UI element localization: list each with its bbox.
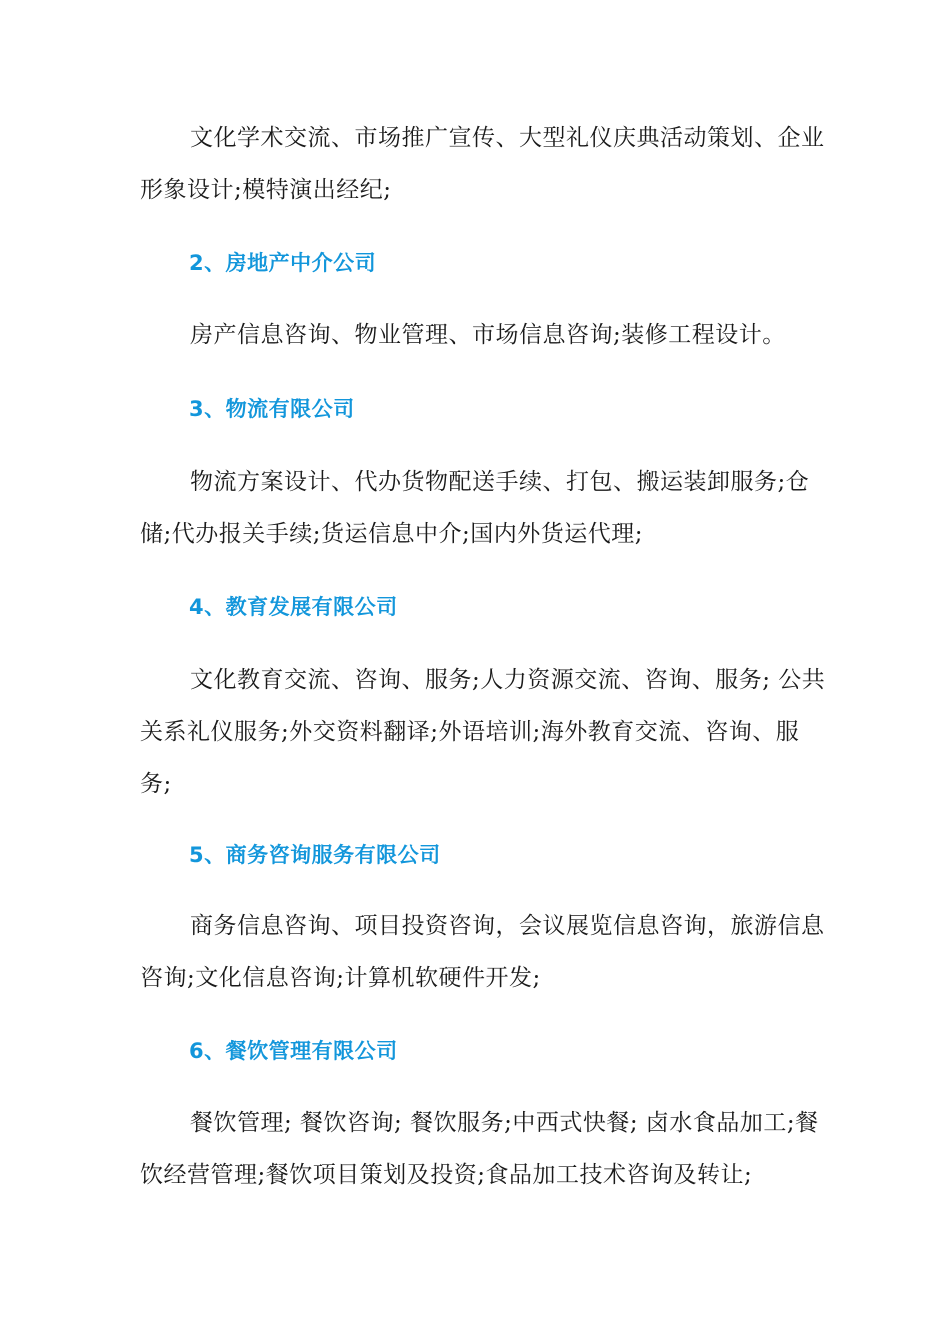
section-body-real-estate: 房产信息咨询、物业管理、市场信息咨询;装修工程设计。 — [190, 322, 786, 348]
section-body-catering: 餐饮管理; 餐饮咨询; 餐饮服务;中西式快餐; 卤水食品加工;餐饮经营管理;餐饮项目策划及投资;食品加工技术咨询及转让; — [140, 1110, 819, 1188]
section-body-logistics: 物流方案设计、代办货物配送手续、打包、搬运装卸服务;仓储;代办报关手续;货运信息中介;国内外货运代理; — [140, 469, 810, 547]
section-body-business-consulting: 商务信息咨询、项目投资咨询，会议展览信息咨询，旅游信息咨询;文化信息咨询;计算机软硬件开发; — [140, 913, 825, 991]
section-heading-business-consulting: 5、商务咨询服务有限公司 — [189, 843, 441, 867]
section-heading-education: 4、教育发展有限公司 — [189, 595, 398, 619]
section-body-education: 文化教育交流、咨询、服务;人力资源交流、咨询、服务; 公共关系礼仪服务;外交资料翻译;外语培训;海外教育交流、咨询、服务; — [140, 667, 826, 797]
section-heading-catering: 6、餐饮管理有限公司 — [189, 1039, 398, 1063]
section-heading-real-estate: 2、房地产中介公司 — [189, 251, 377, 275]
intro-paragraph: 文化学术交流、市场推广宣传、大型礼仪庆典活动策划、企业形象设计;模特演出经纪; — [140, 125, 825, 203]
section-heading-logistics: 3、物流有限公司 — [189, 397, 355, 421]
